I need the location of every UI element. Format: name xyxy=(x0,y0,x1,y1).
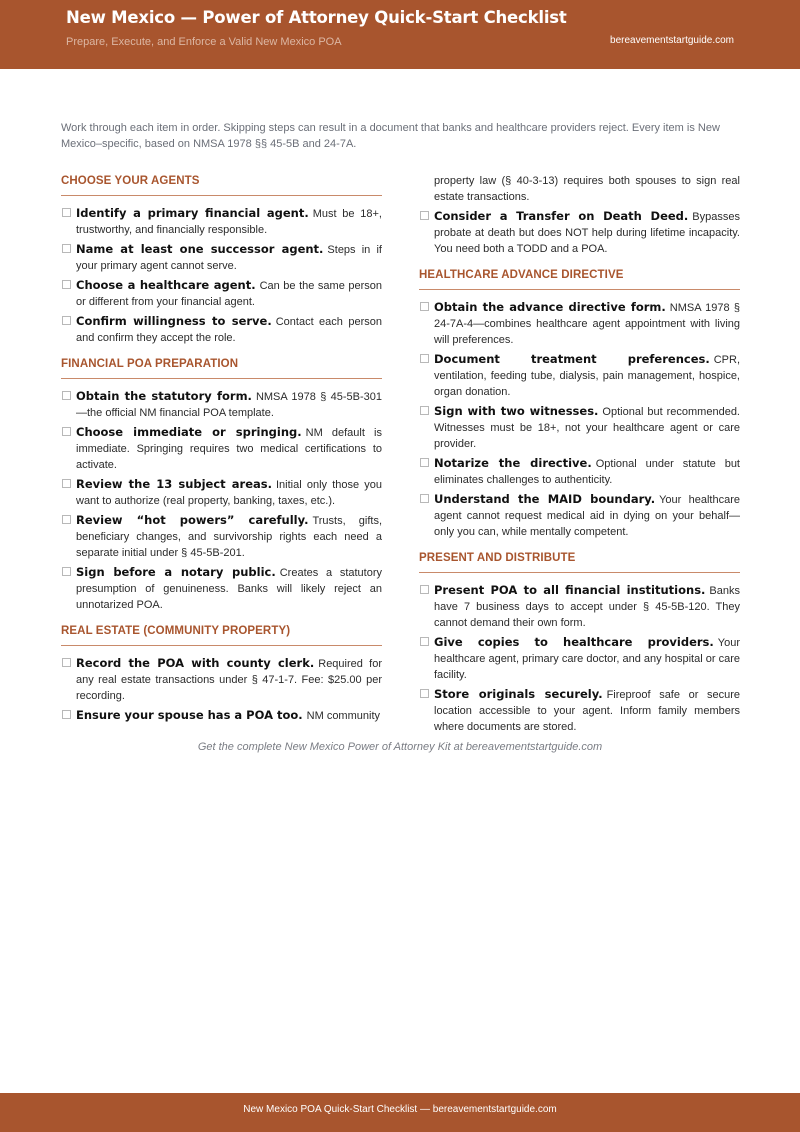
checkbox[interactable] xyxy=(62,710,71,719)
section-realestate-items xyxy=(61,655,382,724)
checklist-item xyxy=(419,455,740,488)
checklist-item-label: Understand the MAID boundary. xyxy=(434,492,656,506)
checkbox[interactable] xyxy=(62,316,71,325)
checklist-item-text: Creates a statutory presumption of genuineness. Banks will likely reject an unnotarized POA. xyxy=(76,567,382,611)
checklist-item-label: Give copies to healthcare providers. xyxy=(434,635,714,649)
checklist-item-label: Document treatment preferences. xyxy=(434,352,710,366)
checklist-item-text: NM community xyxy=(306,710,380,722)
checklist-item-text: Required for any real estate transactions under § 47-1-7. Fee: $25.00 per recording. xyxy=(76,658,382,702)
checklist-item-text: Your healthcare agent, primary care doctor, and any hospital or care facility. xyxy=(434,637,740,681)
checklist-item-text: Optional but recommended. Witnesses must be 18+, not your healthcare agent or care provider. xyxy=(434,406,740,450)
checklist-item-text: Steps in if your primary agent cannot serve. xyxy=(76,244,382,272)
page-subtitle: Prepare, Execute, and Enforce a Valid New Mexico POA xyxy=(66,36,342,48)
checklist-item-label: Notarize the directive. xyxy=(434,456,592,470)
checklist-item xyxy=(419,351,740,400)
checklist-item-text: Must be 18+, trustworthy, and financially responsible. xyxy=(76,208,382,236)
checklist-item xyxy=(419,299,740,348)
section-title-distribute: PRESENT AND DISTRIBUTE xyxy=(419,550,740,573)
checklist-item xyxy=(61,476,382,509)
checklist-item-text: Bypasses probate at death but does NOT help during lifetime incapacity. You need both a TODD and a POA. xyxy=(434,211,740,255)
checklist-item-text: Fireproof safe or secure location accessible to your agent. Inform family members where documents are stored. xyxy=(434,689,740,733)
page-header xyxy=(0,0,800,69)
section-healthcare-items xyxy=(419,299,740,540)
checkbox[interactable] xyxy=(62,391,71,400)
section-title-realestate: REAL ESTATE (COMMUNITY PROPERTY) xyxy=(61,623,382,646)
checklist-item-text: NMSA 1978 § 24-7A-4—combines healthcare agent appointment with living will preferences. xyxy=(434,302,741,346)
checklist-item-label: Consider a Transfer on Death Deed. xyxy=(434,209,689,223)
checklist-item-text: Contact each person and confirm they accept the role. xyxy=(76,316,382,344)
checkbox[interactable] xyxy=(420,406,429,415)
checklist-item-text: Initial only those you want to authorize (real property, banking, taxes, etc.). xyxy=(76,479,383,507)
checklist-item xyxy=(61,241,382,274)
header-site: bereavementstartguide.com xyxy=(610,35,734,46)
checkbox[interactable] xyxy=(420,689,429,698)
checklist-item-label: Obtain the statutory form. xyxy=(76,389,252,403)
section-financial-items xyxy=(61,388,382,613)
checkbox[interactable] xyxy=(420,302,429,311)
checklist-item-label: Store originals securely. xyxy=(434,687,603,701)
checklist-item xyxy=(419,686,740,735)
checkbox[interactable] xyxy=(62,280,71,289)
checkbox[interactable] xyxy=(62,479,71,488)
section-title-financial: FINANCIAL POA PREPARATION xyxy=(61,356,382,379)
section-agents-items xyxy=(61,205,382,346)
checklist-item-label: Review “hot powers” carefully. xyxy=(76,513,309,527)
checklist-item-label: Choose a healthcare agent. xyxy=(76,278,256,292)
checklist-item-text: NM default is immediate. Springing requires two medical certifications to activate. xyxy=(76,427,382,471)
checklist-item xyxy=(61,277,382,310)
checklist-item-label: Ensure your spouse has a POA too. xyxy=(76,708,303,722)
checklist-item-label: Present POA to all financial institutions. xyxy=(434,583,706,597)
checklist-item xyxy=(419,634,740,683)
left-column xyxy=(61,173,382,727)
checklist-item xyxy=(419,208,740,257)
checklist-item xyxy=(61,424,382,473)
checklist-item-text: NMSA 1978 § 45-5B-301—the official NM financial POA template. xyxy=(76,391,382,419)
call-to-action: Get the complete New Mexico Power of Attorney Kit at bereavementstartguide.com xyxy=(197,741,603,753)
checklist-item xyxy=(419,403,740,452)
checklist-item xyxy=(61,388,382,421)
checklist-item xyxy=(61,313,382,346)
checklist-item-label: Name at least one successor agent. xyxy=(76,242,324,256)
checkbox[interactable] xyxy=(62,244,71,253)
checkbox[interactable] xyxy=(420,458,429,467)
checkbox[interactable] xyxy=(62,208,71,217)
checklist-item-label: Sign before a notary public. xyxy=(76,565,276,579)
checkbox[interactable] xyxy=(420,354,429,363)
checkbox[interactable] xyxy=(420,494,429,503)
checklist-item-label: Choose immediate or springing. xyxy=(76,425,302,439)
checkbox[interactable] xyxy=(420,211,429,220)
checklist-item xyxy=(61,512,382,561)
checklist-item-text: Optional under statute but eliminates challenges to authenticity. xyxy=(434,458,740,486)
section-title-healthcare: HEALTHCARE ADVANCE DIRECTIVE xyxy=(419,267,740,290)
checklist-item xyxy=(419,491,740,540)
checklist-item-text: Trusts, gifts, beneficiary changes, and survivorship rights each need a separate initial under § 45-5B-201. xyxy=(76,515,382,559)
checklist-item-label: Identify a primary financial agent. xyxy=(76,206,309,220)
intro-text: Work through each item in order. Skipping steps can result in a document that banks and healthcare providers reject. Every item is New Mexico–specific, based on NMSA 1978 §§ 45-5B and 24-7A. xyxy=(61,122,720,150)
checklist-item-label: Record the POA with county clerk. xyxy=(76,656,315,670)
checklist-item-text: Your healthcare agent cannot request medical aid in dying on your behalf—only you can, while mentally competent. xyxy=(434,494,740,538)
checkbox[interactable] xyxy=(62,515,71,524)
section-distribute-items xyxy=(419,582,740,735)
checkbox[interactable] xyxy=(420,637,429,646)
page-title: New Mexico — Power of Attorney Quick-Start Checklist xyxy=(66,8,567,27)
page-footer: New Mexico POA Quick-Start Checklist — bereavementstartguide.com xyxy=(0,1093,800,1132)
checklist-item-text: Can be the same person or different from your financial agent. xyxy=(76,280,382,308)
checklist-item xyxy=(61,564,382,613)
checkbox[interactable] xyxy=(62,427,71,436)
checklist-item xyxy=(61,655,382,704)
checklist-item-label: Obtain the advance directive form. xyxy=(434,300,666,314)
checklist-item-text: Banks have 7 business days to accept under § 45-5B-120. They cannot demand their own form. xyxy=(434,585,740,629)
checklist-item-label: Review the 13 subject areas. xyxy=(76,477,272,491)
section-title-agents: CHOOSE YOUR AGENTS xyxy=(61,173,382,196)
realestate-continuation: property law (§ 40-3-13) requires both spouses to sign real estate transactions. xyxy=(434,175,740,203)
right-column xyxy=(419,173,740,738)
checkbox[interactable] xyxy=(420,585,429,594)
checklist-item-label: Confirm willingness to serve. xyxy=(76,314,272,328)
checklist-item xyxy=(61,707,382,724)
checklist-item xyxy=(61,205,382,238)
checkbox[interactable] xyxy=(62,658,71,667)
checklist-item xyxy=(419,582,740,631)
section-realestate-tail-items xyxy=(419,208,740,257)
checklist-item-text: CPR, ventilation, feeding tube, dialysis, pain management, hospice, organ donation. xyxy=(434,354,740,398)
checklist-item-label: Sign with two witnesses. xyxy=(434,404,599,418)
checkbox[interactable] xyxy=(62,567,71,576)
